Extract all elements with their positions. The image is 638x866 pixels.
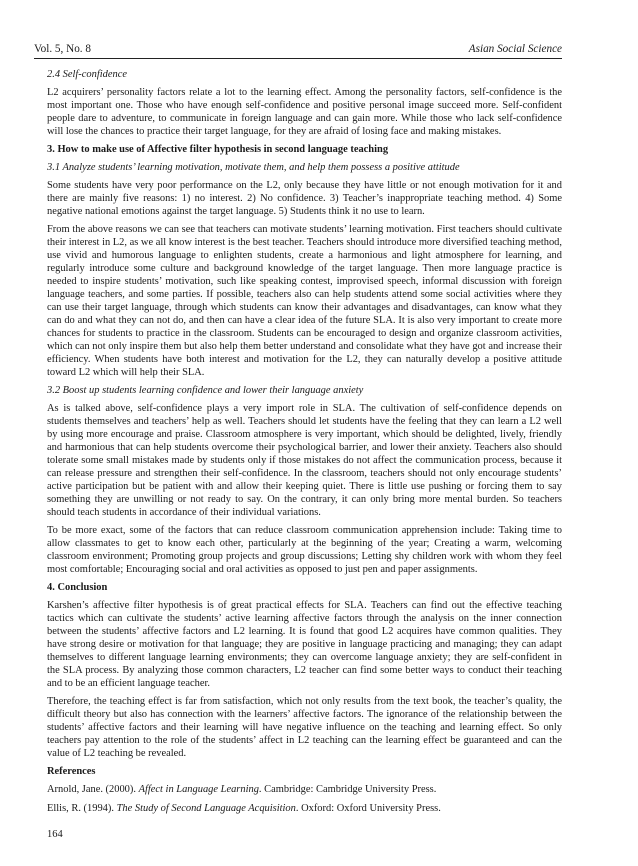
section-3-1-paragraph-1: Some students have very poor performance on the L2, only because they have little or not enough motivation for it and there are mainly five reasons: 1) no interest. 2) No confidence. 3) Teacher’s inappropriate teaching method. 4) Some negative national emotions against the target language. 5) Students think it no use to learn.: [47, 180, 562, 217]
section-4-heading: 4. Conclusion: [47, 582, 108, 593]
section-3-2-heading: 3.2 Boost up students learning confidence and lower their language anxiety: [47, 385, 364, 396]
volume-label: Vol. 5, No. 8: [34, 43, 91, 55]
reference-item-1: [47, 783, 562, 796]
header-rule: [34, 58, 562, 59]
reference-item-2: [47, 802, 562, 815]
references-heading: References: [47, 766, 96, 777]
reference-author-year: Ellis, R. (1994).: [47, 803, 117, 814]
article-body: [47, 68, 562, 821]
running-header: [34, 43, 562, 56]
section-2-4-paragraph: L2 acquirers’ personality factors relate a lot to the learning effect. Among the personality factors, self-confidence is the most important one. Those who have enough self-confidence and positive personal image succeed more. Self-confident people dare to adventure, to communicate in foreign language and can gain more. While those who lack self-confidence will lose the chances to practice their target language, for they are afraid of losing face and making mistakes.: [47, 87, 562, 137]
reference-publisher: . Oxford: Oxford University Press.: [295, 803, 441, 814]
section-3-heading: 3. How to make use of Affective filter hypothesis in second language teaching: [47, 144, 389, 155]
section-3-2-paragraph-1: As is talked above, self-confidence plays a very import role in SLA. The cultivation of self-confidence depends on students themselves and teachers’ help as well. Teachers should let students have the feeling that they can learn a L2 well by using more encourage and praise. Classroom atmosphere is very important, which should be delighted, lively, friendly and harmonious that can help students overcome their psychological barrier, and lower their anxiety. Teachers also should tolerate some small mistakes made by students only if those mistakes do not affect the communication process, because it can release pressure and strengthen their self-confidence. In the classroom, teachers should not only encourage students’ active participation but be patient with and allow their keeping quiet. There is little use pushing or forcing them to say something they are unwilling or not ready to say. On the contrary, it can only bring more mental burden. So teachers should teach students in accordance of their individual variations.: [47, 403, 562, 518]
section-3-2-paragraph-2: To be more exact, some of the factors that can reduce classroom communication apprehension include: Taking time to allow classmates to get to know each other, particularly at the beginning of the year; Creating a warm, welcoming classroom environment; Promoting group projects and group discussions; Letting shy children work with whom they feel most comfortable; Encouraging social and oral activities as opposed to just pen and paper assignments.: [47, 525, 562, 575]
section-3-1-paragraph-2: From the above reasons we can see that teachers can motivate students’ learning motivation. First teachers should cultivate their interest in L2, as we all know interest is the best teacher. Teachers should introduce more diversified teaching method, use vivid and humorous language to enlighten students, create a harmonious and light atmosphere for learning, and regularly introduce some culture and background knowledge of the target language. Then more language practice is needed to inspire students’ motivation, such like speaking contest, improvised speech, informal discussion with foreign language teachers, and some parties. If possible, teachers also can help students attend some social activities where they can use their target language, through which students can know their advantages and disadvantages, can know what they can do and what they can not do, and then can have a clear idea of the future SLA. It is also very important to create more chances for students to practice in the classroom. Students can be encouraged to design and organize classroom activities, which can not only inspire them but also help them better understand and consolidate what they have got and increase their efficiency. When students have both interest and motivation for the L2, they can naturally develop a positive attitude toward L2 which will help their SLA.: [47, 224, 562, 378]
section-3-1-heading: 3.1 Analyze students’ learning motivation, motivate them, and help them possess a positive attitude: [47, 162, 460, 173]
reference-title: Affect in Language Learning: [138, 784, 259, 795]
page-number: 164: [47, 829, 63, 840]
reference-publisher: . Cambridge: Cambridge University Press.: [258, 784, 437, 795]
section-4-paragraph-1: Karshen’s affective filter hypothesis is of great practical effects for SLA. Teachers can find out the effective teaching tactics which can cultivate the students’ active learning affective factors through the analysis on the inner connection between the students’ affective factors and L2 learning. It is found that good L2 acquires have common qualities. They have strong desire or motivation for that language; they are positive in language practicing and managing; they can adapt themselves to different language learning environments; they can overcome language anxiety; they are self-confident in the SLA process. By analyzing those common characters, L2 teacher can find some better ways to conduct their teaching and to be an efficient language teacher.: [47, 600, 562, 689]
section-2-4-heading: 2.4 Self-confidence: [47, 69, 127, 80]
section-4-paragraph-2: Therefore, the teaching effect is far from satisfaction, which not only results from the text book, the teacher’s quality, the difficult theory but also has connection with the learners’ affective factors. The ignorance of the relationship between the students’ affective factors and their learning will have negative influence on the teaching and learning effect. So only teachers pay attention to the role of the students’ affect in L2 teaching can the learning effect be guaranteed and can the value of L2 teaching be revealed.: [47, 696, 562, 759]
reference-title: The Study of Second Language Acquisition: [116, 803, 296, 814]
reference-author-year: Arnold, Jane. (2000).: [47, 784, 139, 795]
journal-title: Asian Social Science: [468, 43, 562, 55]
